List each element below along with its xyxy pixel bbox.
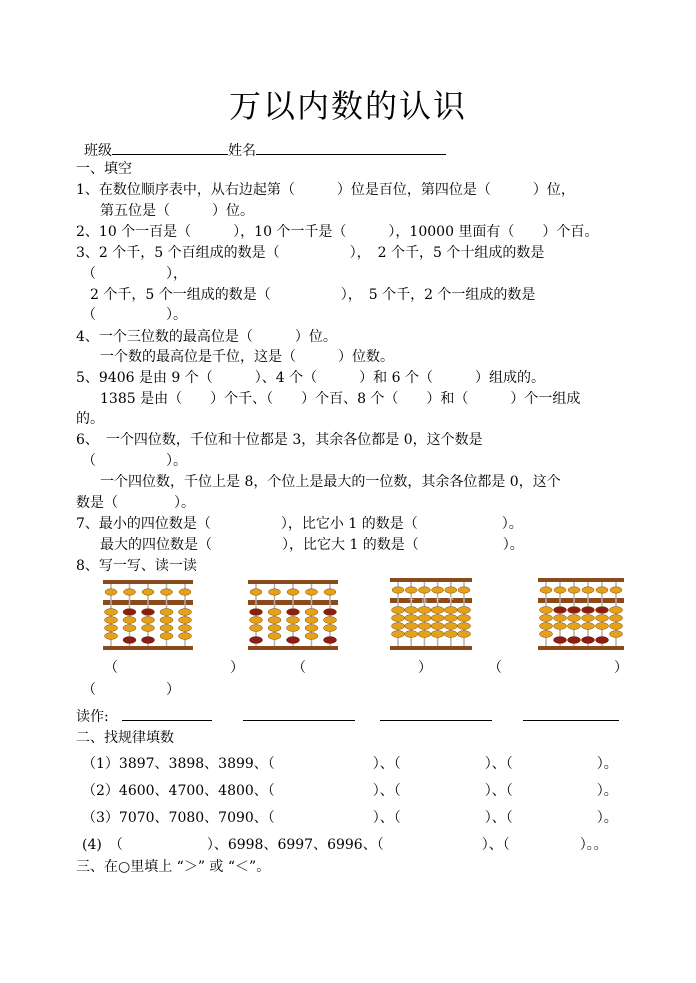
abacus-bead xyxy=(179,633,192,640)
abacus-bead xyxy=(179,617,192,624)
abacus-bead xyxy=(250,609,263,616)
abacus-bead xyxy=(268,633,281,640)
header-line xyxy=(84,140,446,160)
q4-line2: 一个数的最高位是千位，这是（ ）位数。 xyxy=(100,349,394,365)
abacus-bead xyxy=(405,623,418,630)
abacus-bead xyxy=(105,617,118,624)
answer-blank-4[interactable]: （ ） xyxy=(82,682,180,698)
q3-line4: （ ）。 xyxy=(82,307,187,323)
abacus-place-label: 十 xyxy=(434,597,441,605)
abacus-bead xyxy=(268,617,281,624)
q5-line1: 5、9406 是由 9 个（ ）、4 个（ ）和 6 个（ ）组成的。 xyxy=(76,370,545,386)
abacus-bead xyxy=(392,587,404,593)
abacus-bead xyxy=(250,589,262,595)
abacus-bead xyxy=(268,625,281,632)
abacus-bead xyxy=(123,625,136,632)
abacus-bead xyxy=(142,625,155,632)
abacus-bead xyxy=(105,609,118,616)
q6-line4: 数是（ ）。 xyxy=(76,495,195,511)
abacus-bead xyxy=(160,617,173,624)
abacus-bead xyxy=(596,587,608,593)
pattern-row-2: （2）4600、4700、4800、（ ）、（ ）、（ ）。 xyxy=(82,783,618,799)
abacus-bead xyxy=(554,615,567,622)
pattern-row-3: （3）7070、7080、7090、（ ）、（ ）、（ ）。 xyxy=(82,810,618,826)
abacus-bead xyxy=(305,609,318,616)
pattern-row-4: (4) （ ）、6998、6997、6996、（ ）、（ ）。。 xyxy=(82,837,608,853)
section2-heading: 二、找规律填数 xyxy=(76,730,174,746)
abacus-bead xyxy=(554,623,567,630)
abacus-bead xyxy=(444,615,457,622)
abacus-bead xyxy=(554,637,567,644)
abacus-bead xyxy=(444,631,457,638)
abacus-bead xyxy=(324,637,337,644)
abacus-bead xyxy=(250,637,263,644)
abacus-bead xyxy=(540,631,553,638)
abacus-bead xyxy=(405,631,418,638)
q2-line: 2、10 个一百是（ ），10 个一千是（ ），10000 里面有（ ）个百。 xyxy=(76,224,599,240)
abacus-bead xyxy=(392,631,405,638)
abacus-bead xyxy=(582,623,595,630)
q3-line2: （ ）， xyxy=(82,266,187,282)
abacus-place-label: 百 xyxy=(421,597,428,605)
abacus-bead xyxy=(431,615,444,622)
abacus-bead xyxy=(554,607,567,614)
abacus-bead xyxy=(324,625,337,632)
abacus-bead xyxy=(105,625,118,632)
abacus-bead xyxy=(540,607,553,614)
abacus-bead xyxy=(123,637,136,644)
abacus-bead xyxy=(610,631,623,638)
abacus-bead xyxy=(458,587,470,593)
abacus-1 xyxy=(103,580,193,650)
abacus-bead xyxy=(123,609,136,616)
abacus-bead xyxy=(582,607,595,614)
abacus-bead xyxy=(568,587,580,593)
abacus-bead xyxy=(568,607,581,614)
q6-line3: 一个四位数，千位上是 8，个位上是最大的一位数，其余各位都是 0，这个 xyxy=(100,474,561,490)
abacus-bead xyxy=(324,589,336,595)
pattern-row-1: （1）3897、3898、3899、（ ）、（ ）、（ ）。 xyxy=(82,756,618,772)
abacus-bead xyxy=(554,587,566,593)
abacus-bead xyxy=(610,623,623,630)
abacus-bead xyxy=(250,617,263,624)
answer-blank-1[interactable]: （ ） xyxy=(104,660,244,676)
abacus-bead xyxy=(160,609,173,616)
answer-blank-2[interactable]: （ ） xyxy=(292,660,432,676)
abacus-bead xyxy=(458,615,471,622)
abacus-bead xyxy=(392,607,405,614)
abacus-bead xyxy=(418,587,430,593)
q5-line3: 的。 xyxy=(76,411,104,427)
abacus-bead xyxy=(445,587,457,593)
abacus-bead xyxy=(540,615,553,622)
abacus-bead xyxy=(444,623,457,630)
abacus-bead xyxy=(306,589,318,595)
abacus-bead xyxy=(142,637,155,644)
abacus-bead xyxy=(418,631,431,638)
abacus-bead xyxy=(268,609,281,616)
abacus-bead xyxy=(287,617,300,624)
name-field[interactable] xyxy=(256,140,446,155)
abacus-bead xyxy=(596,623,609,630)
abacus-bead xyxy=(287,625,300,632)
abacus-place-label: 千 xyxy=(408,597,415,605)
q8-heading: 8、写一写、读一读 xyxy=(76,558,197,574)
abacus-bead xyxy=(160,633,173,640)
abacus-bead xyxy=(568,615,581,622)
abacus-bead xyxy=(610,615,623,622)
abacus-bead xyxy=(269,589,281,595)
abacus-bead xyxy=(568,623,581,630)
abacus-2 xyxy=(248,580,338,650)
abacus-bead xyxy=(305,625,318,632)
abacus-bead xyxy=(596,637,609,644)
abacus-bead xyxy=(418,623,431,630)
abacus-bead xyxy=(540,587,552,593)
page-title: 万以内数的认识 xyxy=(228,87,467,125)
abacus-bead xyxy=(160,625,173,632)
abacus-bead xyxy=(418,615,431,622)
q1-line1: 1、在数位顺序表中，从右边起第（ ）位是百位，第四位是（ ）位， xyxy=(76,182,575,198)
abacus-bead xyxy=(392,623,405,630)
abacus-bead xyxy=(405,587,417,593)
abacus-bead xyxy=(324,609,337,616)
q4-line1: 4、一个三位数的最高位是（ ）位。 xyxy=(76,329,337,345)
section3-heading: 三、在○里填上 “＞” 或 “＜”。 xyxy=(76,859,271,875)
abacus-bead xyxy=(287,589,299,595)
read-blank-2[interactable] xyxy=(243,720,355,721)
abacus-bead xyxy=(123,617,136,624)
q5-line2: 1385 是由（ ）个千、（ ）个百、8 个（ ）和（ ）个一组成 xyxy=(100,391,581,407)
abacus-place-label: 个 xyxy=(447,597,454,605)
abacus-bead xyxy=(287,637,300,644)
abacus-bead xyxy=(179,625,192,632)
q1-line2: 第五位是（ ）位。 xyxy=(100,203,254,219)
answer-blank-3[interactable]: （ ） xyxy=(488,660,628,676)
abacus-bead xyxy=(142,609,155,616)
abacus-bead xyxy=(431,631,444,638)
abacus-bead xyxy=(287,609,300,616)
abacus-bead xyxy=(418,607,431,614)
abacus-bead xyxy=(142,589,154,595)
abacus-bead xyxy=(124,589,136,595)
abacus-4 xyxy=(538,578,624,650)
abacus-bead xyxy=(105,589,117,595)
abacus-bead xyxy=(305,617,318,624)
class-field[interactable] xyxy=(112,140,228,155)
section1-heading: 一、填空 xyxy=(76,161,132,177)
read-label: 读作: xyxy=(76,709,109,725)
abacus-bead xyxy=(324,617,337,624)
abacus-bead xyxy=(431,607,444,614)
abacus-bead xyxy=(610,587,622,593)
abacus-bead xyxy=(142,617,155,624)
read-blank-4[interactable] xyxy=(523,720,619,721)
abacus-bead xyxy=(596,615,609,622)
read-blank-1[interactable] xyxy=(122,720,212,721)
q6-line2: （ ）。 xyxy=(82,453,187,469)
abacus-bead xyxy=(596,607,609,614)
abacus-bead xyxy=(179,589,191,595)
abacus-bead xyxy=(444,607,457,614)
abacus-bead xyxy=(305,633,318,640)
q3-line1: 3、2 个千，5 个百组成的数是（ ）， 2 个千，5 个十组成的数是 xyxy=(76,245,545,261)
abacus-bead xyxy=(405,607,418,614)
abacus-bead xyxy=(431,623,444,630)
class-label: 班级 xyxy=(84,143,112,159)
q7-line1: 7、最小的四位数是（ ），比它小 1 的数是（ ）。 xyxy=(76,516,523,532)
abacus-bead xyxy=(105,633,118,640)
abacus-bead xyxy=(458,623,471,630)
abacus-bead xyxy=(582,615,595,622)
abacus-bead xyxy=(582,637,595,644)
abacus-bead xyxy=(405,615,418,622)
abacus-bead xyxy=(432,587,444,593)
abacus-bead xyxy=(540,623,553,630)
abacus-bead xyxy=(458,631,471,638)
q3-line3: 2 个千，5 个一组成的数是（ ）， 5 个千，2 个一组成的数是 xyxy=(90,287,536,303)
name-label: 姓名 xyxy=(228,143,256,159)
abacus-3 xyxy=(390,578,472,650)
abacus-bead xyxy=(610,607,623,614)
abacus-bead xyxy=(250,625,263,632)
abacus-bead xyxy=(392,615,405,622)
abacus-bead xyxy=(582,587,594,593)
abacus-bead xyxy=(179,609,192,616)
abacus-bead xyxy=(161,589,173,595)
abacus-bead xyxy=(458,607,471,614)
q6-line1: 6、 一个四位数，千位和十位都是 3，其余各位都是 0，这个数是 xyxy=(76,432,483,448)
read-blank-3[interactable] xyxy=(380,720,492,721)
q7-line2: 最大的四位数是（ ），比它大 1 的数是（ ）。 xyxy=(100,537,524,553)
abacus-bead xyxy=(568,637,581,644)
